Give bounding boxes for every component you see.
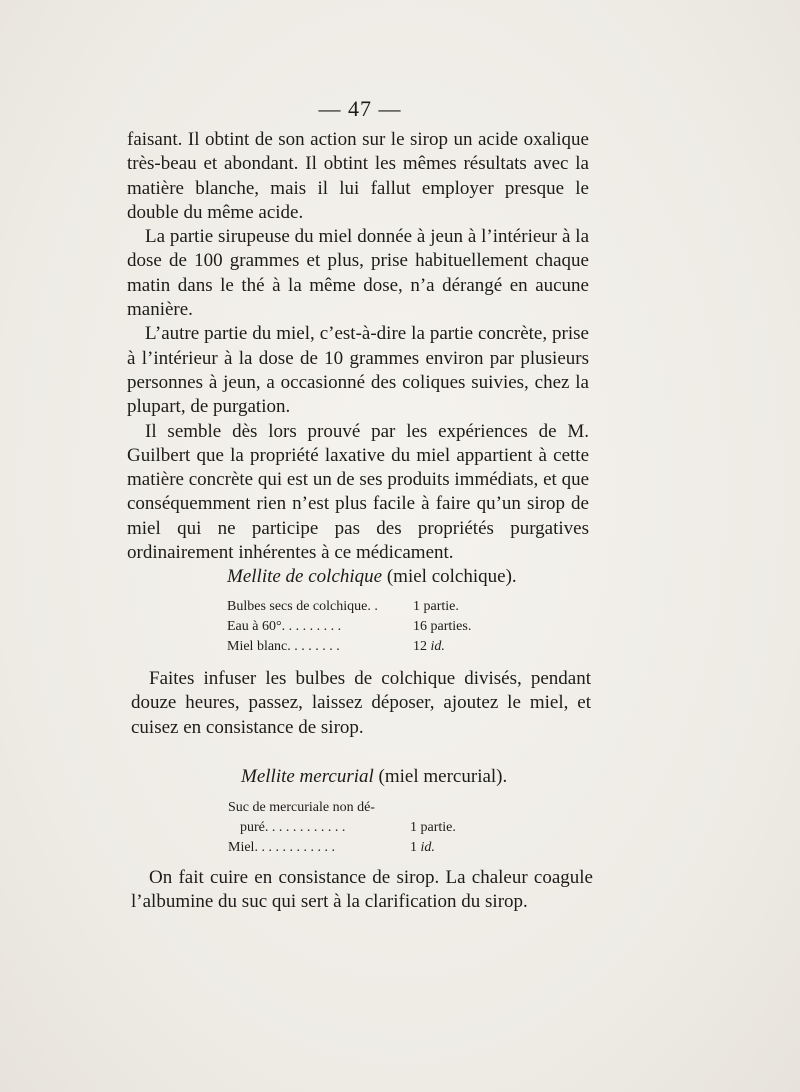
text-block-top xyxy=(127,128,589,565)
ingredient: Eau à 60°. . . . . . . . . xyxy=(227,619,342,634)
text-block-colchique-instructions xyxy=(131,667,591,740)
recipe-row xyxy=(227,617,471,637)
paragraph: L’autre partie du miel, c’est-à-dire la partie concrète, prise à l’intérieur à la dose de 10 grammes environ par plusieurs personnes à jeun, a occasionné des coliques suivies, chez la plupart, de purgation. xyxy=(127,323,589,418)
recipe-title-colchique xyxy=(227,565,517,589)
ingredient: Suc de mercuriale non dé- xyxy=(228,800,375,815)
ingredient: puré. . . . . . . . . . . . xyxy=(240,820,346,835)
page-number: — 47 — xyxy=(318,96,402,121)
amount: 1 id. xyxy=(410,840,435,855)
recipe-title-rest: (miel mercurial). xyxy=(373,766,508,787)
ingredient: Miel. . . . . . . . . . . . xyxy=(228,840,335,855)
paragraph: faisant. Il obtint de son action sur le sirop un acide oxalique très-beau et abondant. Il obtint les mêmes résultats avec la matière blanche, mais il lui fallut employer presque le double du même acide. xyxy=(127,129,589,223)
recipe-title-italic: Mellite mercurial xyxy=(241,766,374,787)
amount: 1 partie. xyxy=(413,599,459,614)
amount: 12 id. xyxy=(413,639,445,654)
amount: 16 parties. xyxy=(413,619,472,634)
amount: 1 partie. xyxy=(410,820,456,835)
text-block-mercurial-instructions xyxy=(131,866,593,915)
recipe-row xyxy=(228,798,456,818)
recipe-mercurial-table xyxy=(228,798,456,858)
paragraph: Faites infuser les bulbes de colchique divisés, pendant douze heures, passez, laissez déposer, ajoutez le miel, et cuisez en consistance de sirop. xyxy=(131,668,591,738)
recipe-row xyxy=(228,818,456,838)
recipe-title-mercurial xyxy=(241,765,507,789)
recipe-title-rest: (miel colchique). xyxy=(382,566,517,587)
recipe-colchique-table xyxy=(227,597,471,657)
recipe-row xyxy=(228,838,456,858)
recipe-row xyxy=(227,597,471,617)
recipe-row xyxy=(227,637,471,657)
recipe-title-italic: Mellite de colchique xyxy=(227,566,383,587)
paragraph: Il semble dès lors prouvé par les expériences de M. Guilbert que la propriété laxative du miel appartient à cette matière concrète qui est un de ses produits immédiats, et que conséquemment rien n’est plus facile à faire qu’un sirop de miel qui ne participe pas des propriétés purgatives ordinairement inhérentes à ce médicament. xyxy=(127,420,589,564)
paragraph: On fait cuire en consistance de sirop. La chaleur coagule l’albumine du suc qui sert à la clarification du sirop. xyxy=(131,867,593,913)
ingredient: Miel blanc. . . . . . . . xyxy=(227,639,340,654)
ingredient: Bulbes secs de colchique. . xyxy=(227,599,378,614)
paragraph: La partie sirupeuse du miel donnée à jeun à l’intérieur à la dose de 100 grammes et plus, prise habituellement chaque matin dans le thé à la même dose, n’a dérangé en aucune manière. xyxy=(127,226,589,321)
